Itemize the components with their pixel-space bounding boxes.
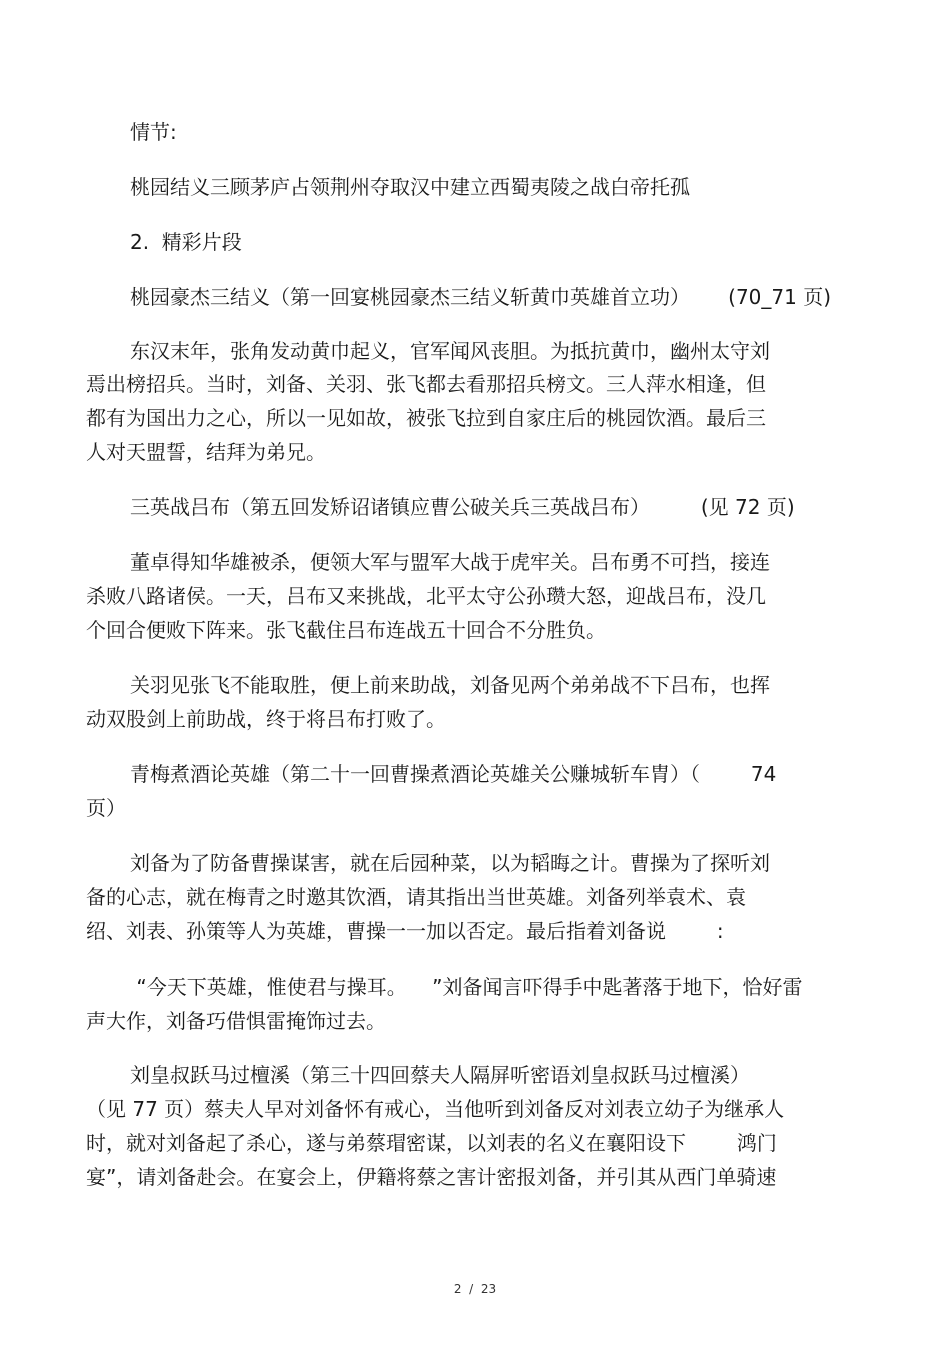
text-line: 关羽见张飞不能取胜，便上前来助战，刘备见两个弟弟战不下吕布，也挥 — [130, 673, 770, 697]
text-line: 人对天盟誓，结拜为弟兄。 — [86, 440, 326, 464]
excerpt-title-1: 桃园豪杰三结义（第一回宴桃园豪杰三结义斩黄巾英雄首立功） (70_71 页) — [130, 285, 832, 309]
excerpt-title-2: 三英战吕布（第五回发矫诏诸镇应曹公破关兵三英战吕布） (见 72 页) — [130, 495, 795, 519]
plot-label: 情节: — [130, 120, 177, 144]
page-number: 2 / 23 — [453, 1282, 497, 1296]
section-heading: 2. 精彩片段 — [130, 230, 242, 254]
text-line: 刘备为了防备曹操谋害，就在后园种菜，以为韬晦之计。曹操为了探听刘 — [130, 851, 770, 875]
text-line: 声大作，刘备巧借惧雷掩饰过去。 — [86, 1009, 386, 1033]
text-line: “今天下英雄，惟使君与操耳。 ”刘备闻言吓得手中匙著落于地下，恰好雷 — [130, 975, 803, 999]
text-line: 都有为国出力之心，所以一见如故，被张飞拉到自家庄后的桃园饮酒。最后三 — [86, 406, 766, 430]
text-line: 个回合便败下阵来。张飞截住吕布连战五十回合不分胜负。 — [86, 618, 606, 642]
text-line: 东汉末年，张角发动黄巾起义，官军闻风丧胆。为抵抗黄巾，幽州太守刘 — [130, 339, 770, 363]
excerpt-title-3: 青梅煮酒论英雄（第二十一回曹操煮酒论英雄关公赚城斩车胄）（ 74 — [130, 762, 777, 786]
text-line: 动双股剑上前助战，终于将吕布打败了。 — [86, 707, 446, 731]
text-line: 焉出榜招兵。当时，刘备、关羽、张飞都去看那招兵榜文。三人萍水相逢，但 — [86, 372, 766, 396]
text-line: 杀败八路诸侯。一天，吕布又来挑战，北平太守公孙瓒大怒，迎战吕布，没几 — [86, 584, 766, 608]
text-line: 备的心志，就在梅青之时邀其饮酒，请其指出当世英雄。刘备列举袁术、袁 — [86, 885, 746, 909]
text-line: 时，就对刘备起了杀心，遂与弟蔡瑁密谋，以刘表的名义在襄阳设下 鸿门 — [86, 1131, 777, 1155]
excerpt-title-4: 刘皇叔跃马过檀溪（第三十四回蔡夫人隔屏听密语刘皇叔跃马过檀溪） — [130, 1063, 750, 1087]
text-line: 绍、刘表、孙策等人为英雄，曹操一一加以否定。最后指着刘备说 : — [86, 919, 724, 943]
text-line: 董卓得知华雄被杀，便领大军与盟军大战于虎牢关。吕布勇不可挡，接连 — [130, 550, 770, 574]
text-line: 页） — [86, 796, 126, 820]
plot-list: 桃园结义三顾茅庐占领荆州夺取汉中建立西蜀夷陵之战白帝托孤 — [130, 175, 690, 199]
text-line: 宴”，请刘备赴会。在宴会上，伊籍将蔡之害计密报刘备，并引其从西门单骑速 — [86, 1165, 777, 1189]
text-line: （见 77 页）蔡夫人早对刘备怀有戒心，当他听到刘备反对刘表立幼子为继承人 — [86, 1097, 785, 1121]
